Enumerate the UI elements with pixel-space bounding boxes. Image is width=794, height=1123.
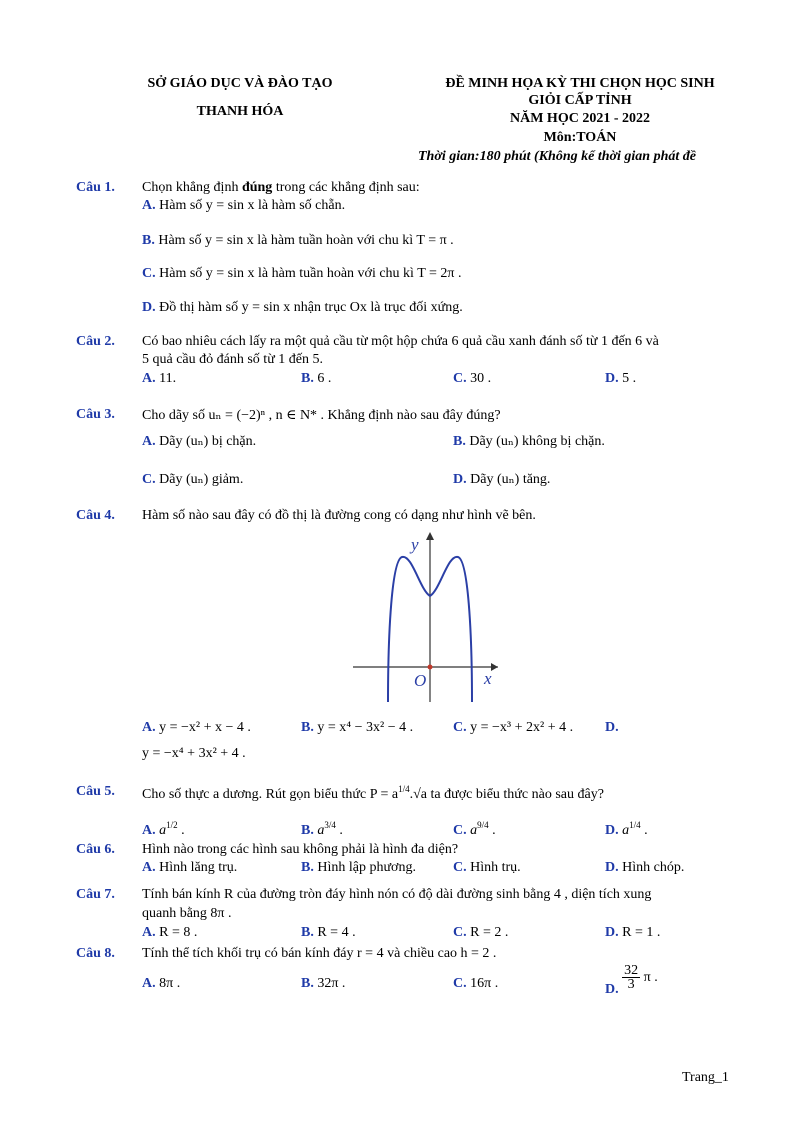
exam-title-cont: GIỎI CẤP TỈNH [528, 93, 632, 108]
option-label: B. [301, 720, 314, 735]
option-label: B. [301, 925, 314, 940]
q7-stem-line1: Tính bán kính R của đường tròn đáy hình nón có độ dài đường sinh bằng 4 , diện tích xung [142, 887, 652, 902]
q8-label: Câu 8. [76, 946, 115, 961]
option-label: C. [453, 823, 467, 838]
option-label: D. [605, 860, 619, 875]
option-label: A. [142, 860, 156, 875]
x-axis-label: x [484, 669, 492, 688]
q6-label: Câu 6. [76, 842, 115, 857]
q2-stem-line1: Có bao nhiêu cách lấy ra một quả cầu từ một hộp chứa 6 quả cầu xanh đánh số từ 1 đến 6 và [142, 334, 659, 349]
q2-option-a[interactable]: A. 11. [142, 371, 177, 386]
origin-point [428, 665, 433, 670]
q6-option-a[interactable]: A. Hình lăng trụ. [142, 860, 238, 875]
q5-option-c[interactable]: C. $a^{9/4}$ . [453, 820, 496, 838]
q8-option-a[interactable]: A. 8π . [142, 976, 181, 991]
q6-option-d[interactable]: D. Hình chóp. [605, 860, 685, 875]
q8-option-b[interactable]: B. 32π . [301, 976, 346, 991]
option-label: C. [142, 266, 156, 281]
q7-option-c[interactable]: C. R = 2 . [453, 925, 509, 940]
q1-option-b[interactable]: B. Hàm số y = sin x là hàm tuần hoàn với chu kì T = π . [142, 233, 454, 248]
option-label: B. [142, 233, 155, 248]
option-label: C. [453, 720, 467, 735]
option-label: A. [142, 976, 156, 991]
school-year: NĂM HỌC 2021 - 2022 [510, 111, 650, 126]
q7-label: Câu 7. [76, 887, 115, 902]
q4-graph [348, 530, 508, 710]
option-label: A. [142, 198, 156, 213]
option-label: C. [453, 860, 467, 875]
q3-option-d[interactable]: D. Dãy (uₙ) tăng. [453, 472, 551, 487]
option-label: D. [453, 472, 467, 487]
option-label: A. [142, 925, 156, 940]
page-number: Trang_1 [682, 1070, 729, 1085]
option-label: D. [605, 823, 619, 838]
x-axis-arrow-icon [491, 663, 498, 671]
option-label: D. [142, 300, 156, 315]
fraction: $\frac{32}{3}$ [624, 963, 639, 992]
option-label: D. [605, 925, 619, 940]
option-label: C. [453, 371, 467, 386]
q8-stem: Tính thể tích khối trụ có bán kính đáy r = 4 và chiều cao h = 2 . [142, 946, 497, 961]
option-label: A. [142, 720, 156, 735]
q5-option-b[interactable]: B. $a^{3/4}$ . [301, 820, 343, 838]
q3-option-b[interactable]: B. Dãy (uₙ) không bị chặn. [453, 434, 605, 449]
q7-option-d[interactable]: D. R = 1 . [605, 925, 661, 940]
q7-option-b[interactable]: B. R = 4 . [301, 925, 356, 940]
q4-option-d[interactable]: y = −x⁴ + 3x² + 4 . [142, 746, 246, 761]
q6-stem: Hình nào trong các hình sau không phải là hình đa diện? [142, 842, 459, 857]
exam-title: ĐỀ MINH HỌA KỲ THI CHỌN HỌC SINH [445, 76, 715, 91]
subject: Môn:TOÁN [543, 130, 617, 145]
q1-label: Câu 1. [76, 180, 115, 195]
option-label: B. [301, 823, 314, 838]
origin-label: O [414, 671, 427, 690]
q1-stem: Chọn khẳng định đúng trong các khẳng định sau: [142, 180, 420, 195]
option-label: D. [605, 720, 619, 735]
q6-option-b[interactable]: B. Hình lập phương. [301, 860, 416, 875]
option-label: C. [142, 472, 156, 487]
option-label: B. [301, 860, 314, 875]
q1-option-c[interactable]: C. Hàm số y = sin x là hàm tuần hoàn với chu kì T = 2π . [142, 266, 462, 281]
q4-option-c[interactable]: C. y = −x³ + 2x² + 4 . [453, 720, 574, 735]
q4-label: Câu 4. [76, 508, 115, 523]
q4-option-b[interactable]: B. y = x⁴ − 3x² − 4 . [301, 720, 414, 735]
option-label: D. [605, 981, 619, 997]
y-axis-arrow-icon [426, 532, 434, 540]
option-label: C. [453, 976, 467, 991]
exponent: 9/4 [477, 820, 489, 830]
q4-option-d-label[interactable] [605, 720, 619, 736]
q2-stem-line2: 5 quả cầu đỏ đánh số từ 1 đến 5. [142, 352, 323, 367]
q3-option-a[interactable]: A. Dãy (uₙ) bị chặn. [142, 434, 257, 449]
exponent: 3/4 [324, 820, 336, 830]
q5-option-a[interactable]: A. $a^{1/2}$ . [142, 820, 185, 838]
q5-stem: Cho số thực a dương. Rút gọn biểu thức $P = a^{1/4}.√a$ ta được biểu thức nào sau đây? [142, 784, 604, 802]
q2-option-b[interactable]: B. 6 . [301, 371, 332, 386]
exponent: 1/2 [166, 820, 178, 830]
q2-option-d[interactable]: D. 5 . [605, 371, 637, 386]
y-axis-label: y [411, 535, 419, 554]
q3-option-c[interactable]: C. Dãy (uₙ) giảm. [142, 472, 244, 487]
q8-option-c[interactable]: C. 16π . [453, 976, 499, 991]
option-label: A. [142, 371, 156, 386]
q8-option-d[interactable]: D. $\frac{32}{3}$ π . [605, 963, 658, 997]
q4-option-a[interactable]: A. y = −x² + x − 4 . [142, 720, 251, 735]
exponent: 1/4 [629, 820, 641, 830]
q1-option-d[interactable]: D. Đồ thị hàm số y = sin x nhận trục Ox là trục đối xứng. [142, 300, 463, 315]
time-limit: Thời gian:180 phút (Không kể thời gian phát đề [418, 149, 696, 164]
option-label: A. [142, 434, 156, 449]
option-label: B. [301, 371, 314, 386]
option-label: B. [301, 976, 314, 991]
q2-label: Câu 2. [76, 334, 115, 349]
q7-option-a[interactable]: A. R = 8 . [142, 925, 198, 940]
option-label: C. [453, 925, 467, 940]
option-label: D. [605, 371, 619, 386]
q6-option-c[interactable]: C. Hình trụ. [453, 860, 521, 875]
option-label: B. [453, 434, 466, 449]
q3-label: Câu 3. [76, 407, 115, 422]
q4-stem: Hàm số nào sau đây có đồ thị là đường cong có dạng như hình vẽ bên. [142, 508, 536, 523]
q2-option-c[interactable]: C. 30 . [453, 371, 492, 386]
q7-stem-line2: quanh bằng 8π . [142, 906, 232, 921]
department-name: SỞ GIÁO DỤC VÀ ĐÀO TẠO [147, 76, 333, 91]
province-name: THANH HÓA [196, 104, 284, 119]
exponent: 1/4 [398, 784, 410, 794]
q5-label: Câu 5. [76, 784, 115, 799]
q5-option-d[interactable]: D. $a^{1/4}$ . [605, 820, 648, 838]
q3-stem: Cho dãy số uₙ = (−2)ⁿ , n ∈ N* . Khẳng định nào sau đây đúng? [142, 408, 501, 423]
q1-option-a[interactable]: A. Hàm số y = sin x là hàm số chẵn. [142, 198, 346, 213]
option-label: A. [142, 823, 156, 838]
